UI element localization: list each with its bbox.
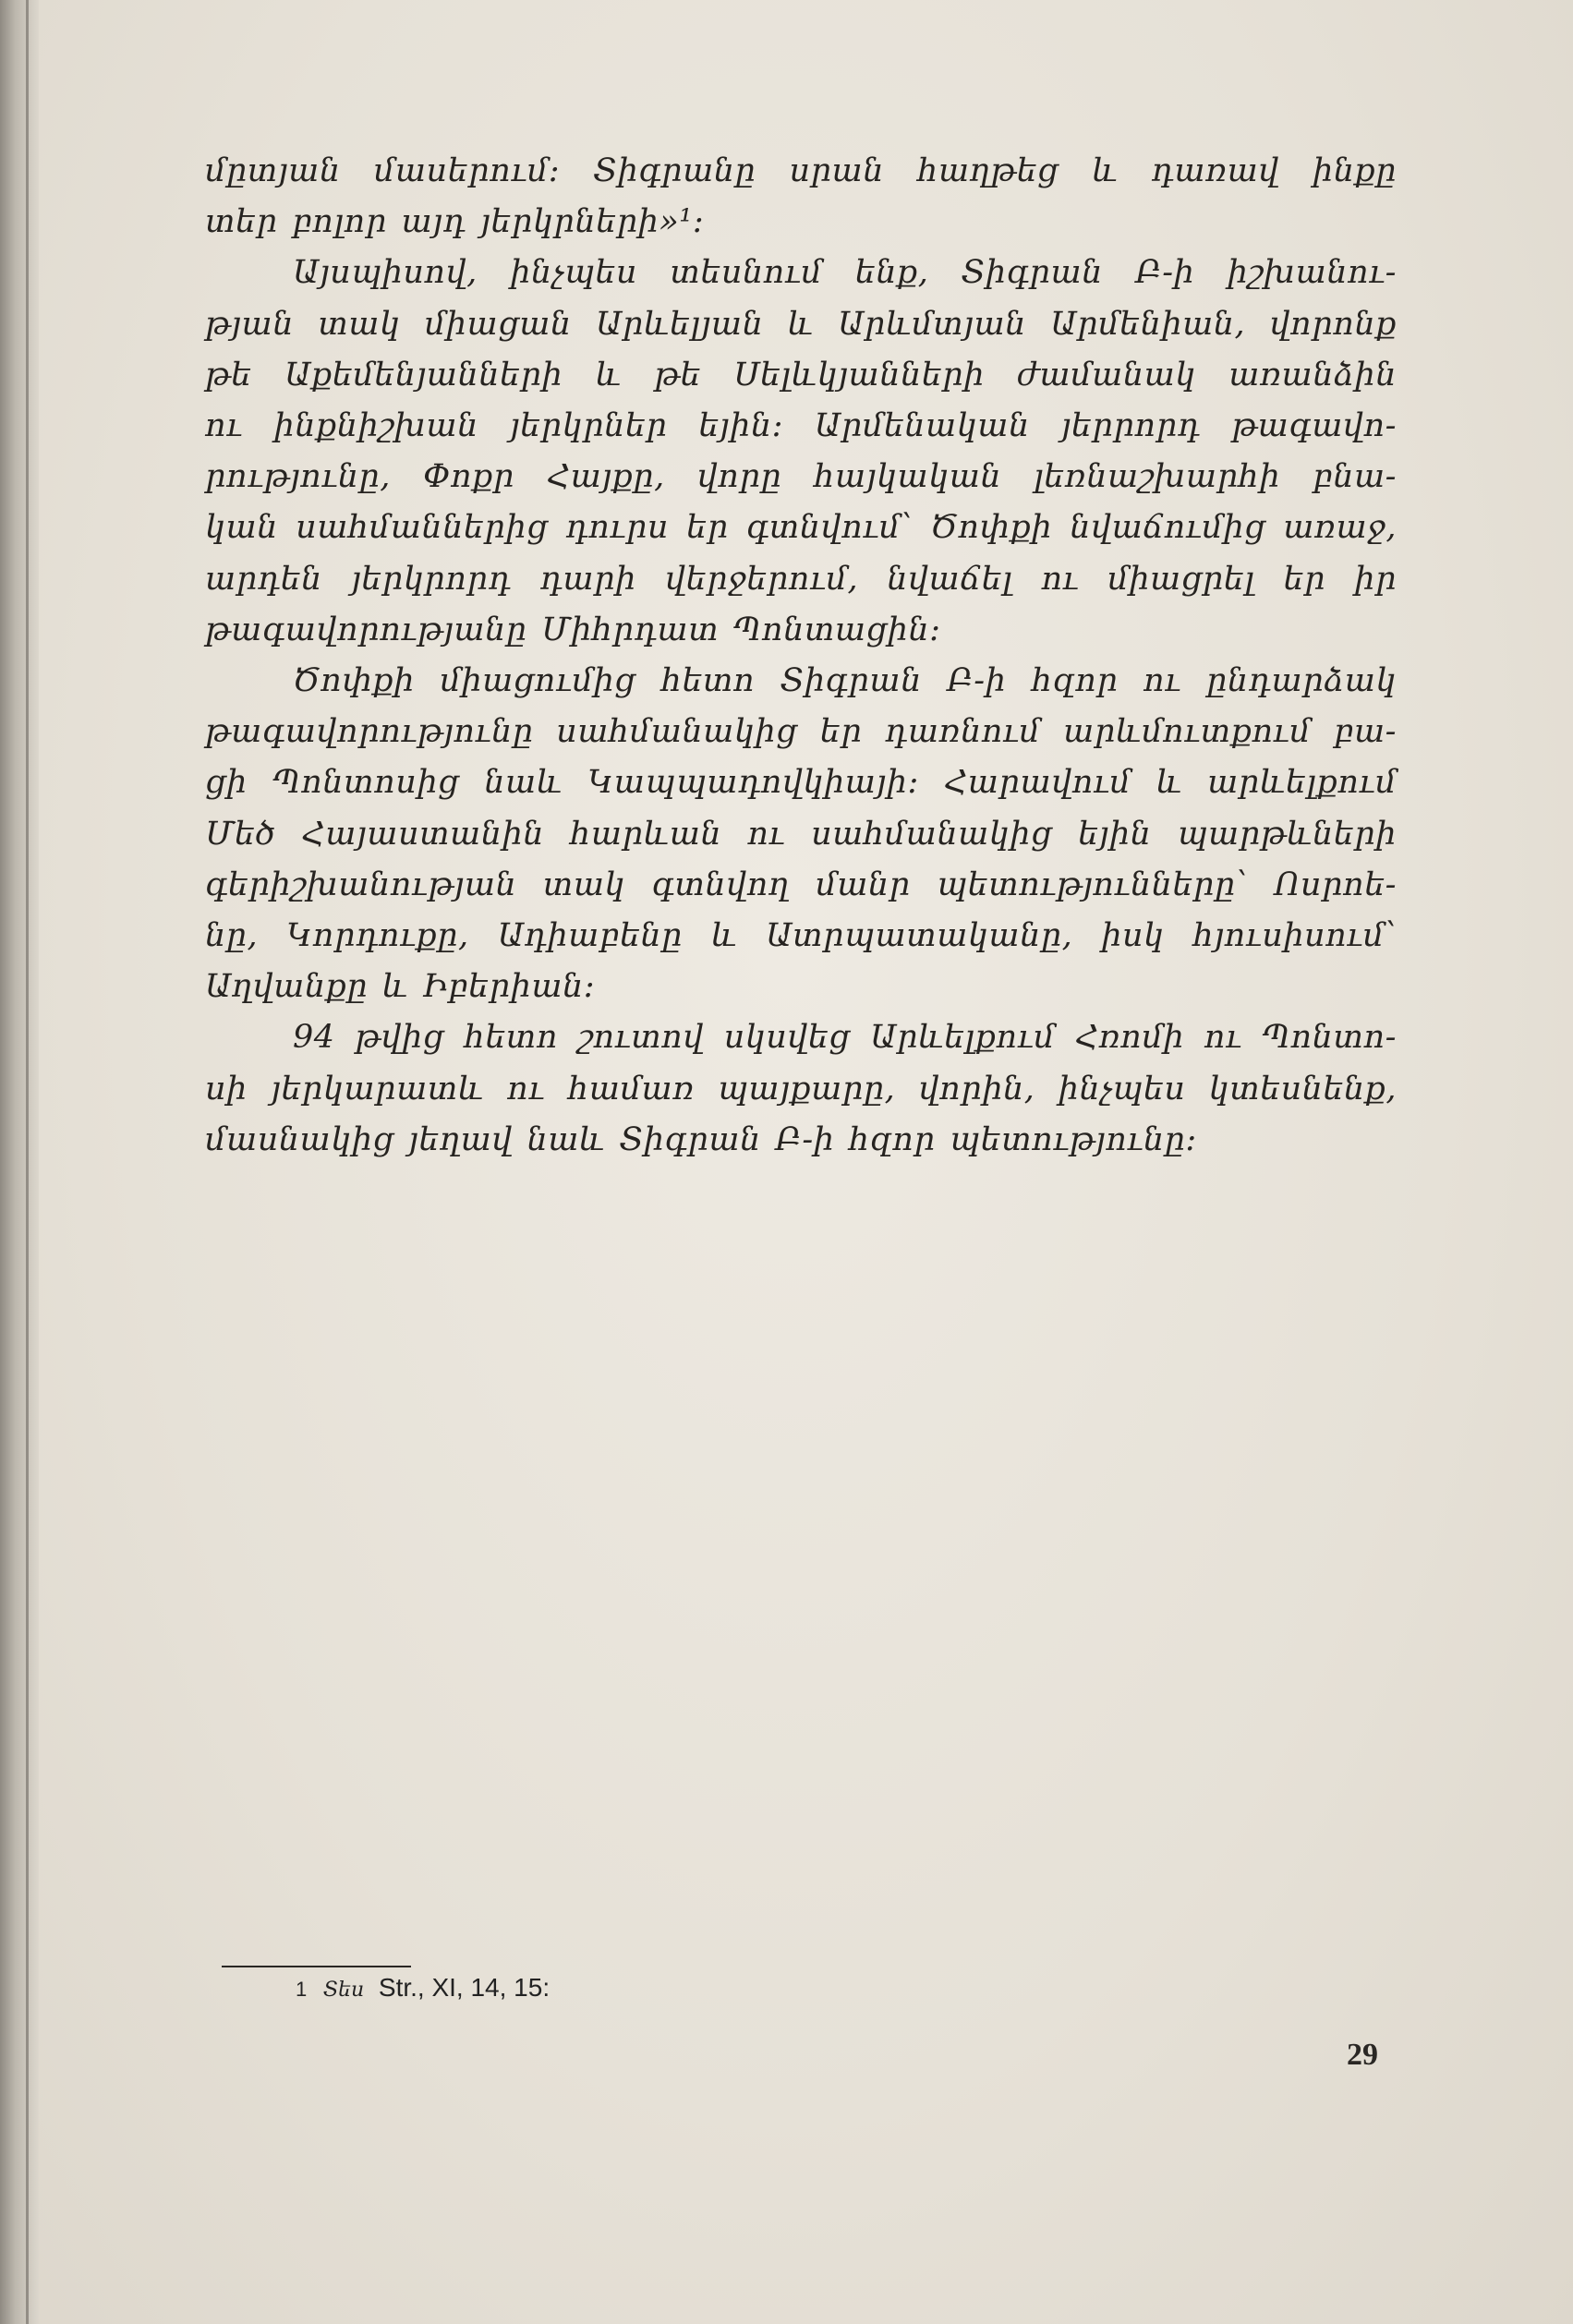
text-line: արդեն յերկրորդ դարի վերջերում, նվաճել ու միացրել եր իր (205, 560, 1397, 598)
paragraph-1 (205, 146, 1397, 248)
footnote-reference: Str., XI, 14, 15: (378, 1973, 551, 2002)
book-gutter (0, 0, 39, 2324)
text-line: մըտյան մասերում։ Տիգրանը սրան հաղթեց և դառավ ինքը (205, 152, 1397, 189)
text-line: Աղվանքը և Իբերիան։ (205, 968, 596, 1006)
paragraph-4 (205, 1012, 1397, 1166)
footnote-abbreviation: Տես (323, 1979, 365, 2002)
text-line: տեր բոլոր այդ յերկրների»¹։ (205, 203, 705, 241)
text-line: սի յերկարատև ու համառ պայքարը, վորին, ինչպես կտեսնենք, (205, 1070, 1397, 1108)
page-number: 29 (1347, 2038, 1378, 2072)
text-line: մասնակից յեղավ նաև Տիգրան Բ-ի հզոր պետությունը։ (205, 1120, 1197, 1158)
text-line: ու ինքնիշխան յերկրներ եյին։ Արմենական յերրորդ թագավո- (205, 407, 1397, 445)
text-line: թե Աքեմենյանների և թե Սելևկյանների ժամանակ առանձին (205, 356, 1397, 393)
footnote-number: 1 (296, 1978, 308, 2001)
paragraph-2 (205, 248, 1397, 656)
gutter-line (26, 0, 29, 2324)
text-line: թագավորությանը Միհրդատ Պոնտացին։ (205, 611, 941, 648)
text-line: թյան տակ միացան Արևելյան և Արևմտյան Արմենիան, վորոնք (205, 305, 1397, 343)
text-line: 94 թվից հետո շուտով սկսվեց Արևելքում Հռոմի ու Պոնտո- (293, 1019, 1397, 1057)
text-line: նը, Կորդուքը, Ադիաբենը և Ատրպատականը, իսկ հյուսիսում՝ (205, 917, 1397, 955)
footnote (296, 1973, 550, 2003)
text-line: րությունը, Փոքր Հայքը, վորը հայկական լեռնաշխարհի բնա- (205, 458, 1397, 496)
paragraph-3 (205, 656, 1397, 1012)
body-text (205, 146, 1397, 1166)
text-line: Մեծ Հայաստանին հարևան ու սահմանակից եյին պարթևների (205, 815, 1397, 853)
text-line: գերիշխանության տակ գտնվող մանր պետությունները՝ Ոսրոե- (205, 865, 1397, 903)
text-line: Ծոփքի միացումից հետո Տիգրան Բ-ի հզոր ու ընդարձակ (293, 662, 1397, 700)
footnote-divider (222, 1966, 411, 1967)
text-line: ցի Պոնտոսից նաև Կապպադովկիայի։ Հարավում և արևելքում (205, 764, 1397, 802)
text-line: Այսպիսով, ինչպես տեսնում ենք, Տիգրան Բ-ի իշխանու- (293, 254, 1397, 292)
text-line: թագավորությունը սահմանակից եր դառնում արևմուտքում բա- (205, 713, 1397, 751)
text-line: կան սահմաններից դուրս եր գտնվում՝ Ծոփքի նվաճումից առաջ, (205, 509, 1397, 547)
